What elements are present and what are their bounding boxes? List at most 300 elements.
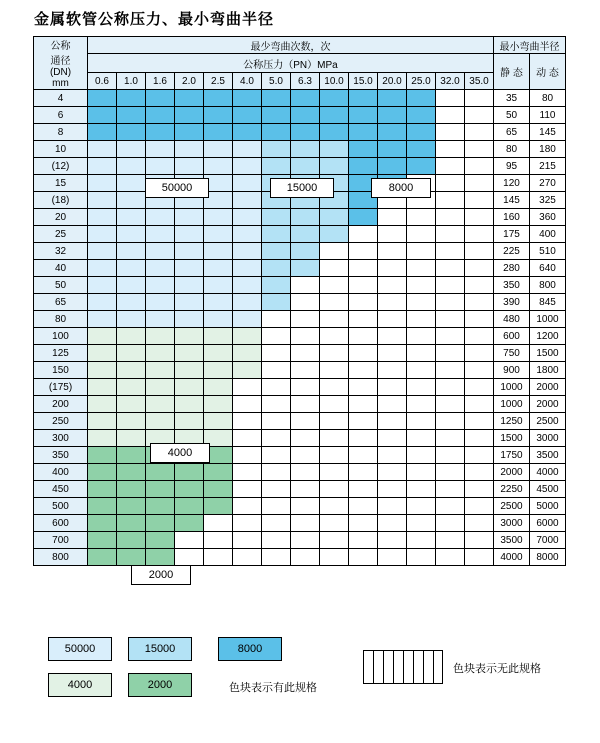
spec-cell [320,362,349,379]
spec-cell [233,498,262,515]
spec-cell [233,141,262,158]
spec-cell [349,141,378,158]
spec-cell [349,362,378,379]
spec-cell [146,277,175,294]
dn-value: 200 [34,396,88,413]
header-row-2 [34,54,566,73]
spec-cell [175,362,204,379]
spec-cell [465,294,494,311]
spec-cell [233,158,262,175]
spec-cell [88,362,117,379]
spec-cell [320,430,349,447]
spec-cell [233,379,262,396]
spec-cell [262,209,291,226]
spec-cell [146,362,175,379]
spec-cell [117,158,146,175]
spec-cell [204,481,233,498]
spec-cell [291,294,320,311]
table-row [34,328,566,345]
spec-cell [349,413,378,430]
radius-static-value: 35 [494,90,530,107]
spec-cell [378,90,407,107]
spec-cell [175,90,204,107]
pressure-header: 公称压力（PN）MPa [88,54,494,73]
spec-cell [291,396,320,413]
spec-cell [204,124,233,141]
spec-cell [262,124,291,141]
spec-cell [436,447,465,464]
spec-cell [378,277,407,294]
spec-cell [233,175,262,192]
spec-cell [349,532,378,549]
spec-cell [146,243,175,260]
spec-cell [320,124,349,141]
radius-dynamic-value: 6000 [530,515,566,532]
radius-static-value: 900 [494,362,530,379]
spec-cell [175,413,204,430]
spec-cell [436,124,465,141]
spec-cell [378,226,407,243]
spec-cell [117,464,146,481]
spec-cell [465,328,494,345]
spec-cell [436,498,465,515]
spec-cell [233,294,262,311]
spec-cell [349,396,378,413]
spec-cell [117,430,146,447]
dn-value: 450 [34,481,88,498]
radius-static-value: 95 [494,158,530,175]
spec-cell [88,158,117,175]
spec-cell [465,515,494,532]
spec-cell [88,464,117,481]
spec-cell [175,209,204,226]
spec-cell [146,464,175,481]
spec-cell [262,90,291,107]
spec-cell [407,413,436,430]
overlay-value-label: 8000 [371,178,431,198]
spec-cell [262,107,291,124]
spec-cell [262,362,291,379]
spec-cell [117,311,146,328]
spec-cell [146,498,175,515]
spec-cell [436,430,465,447]
spec-cell [320,243,349,260]
spec-cell [146,294,175,311]
spec-cell [117,226,146,243]
spec-cell [88,549,117,566]
spec-cell [349,277,378,294]
spec-cell [204,345,233,362]
pressure-column-header: 6.3 [291,73,320,90]
spec-cell [204,532,233,549]
spec-cell [117,192,146,209]
spec-cell [175,158,204,175]
spec-cell [465,158,494,175]
table-row [34,226,566,243]
spec-cell [233,124,262,141]
radius-dynamic-value: 1800 [530,362,566,379]
spec-cell [88,311,117,328]
spec-cell [436,90,465,107]
radius-dynamic-value: 325 [530,192,566,209]
overlay-value-label: 50000 [145,178,209,198]
pressure-column-header: 0.6 [88,73,117,90]
spec-cell [436,311,465,328]
radius-dynamic-value: 510 [530,243,566,260]
radius-dynamic-value: 2000 [530,396,566,413]
table-row [34,158,566,175]
spec-cell [378,294,407,311]
spec-cell [378,379,407,396]
radius-dynamic-value: 3000 [530,430,566,447]
spec-cell [436,345,465,362]
spec-cell [349,124,378,141]
spec-cell [233,260,262,277]
spec-cell [204,379,233,396]
spec-cell [291,549,320,566]
spec-cell [233,430,262,447]
spec-cell [175,124,204,141]
radius-static-value: 3500 [494,532,530,549]
spec-cell [320,345,349,362]
radius-static-value: 2250 [494,481,530,498]
spec-cell [320,549,349,566]
spec-cell [117,481,146,498]
overlay-value-label: 15000 [270,178,334,198]
spec-cell [349,294,378,311]
spec-cell [146,345,175,362]
spec-cell [291,311,320,328]
radius-dynamic-value: 1200 [530,328,566,345]
table-row [34,549,566,566]
spec-cell [349,158,378,175]
spec-cell [349,209,378,226]
spec-cell [378,345,407,362]
table-row [34,515,566,532]
spec-cell [378,464,407,481]
table-row [34,481,566,498]
spec-cell [175,464,204,481]
spec-cell [88,226,117,243]
spec-cell [378,515,407,532]
spec-cell [88,447,117,464]
spec-cell [146,209,175,226]
spec-cell [291,124,320,141]
spec-cell [465,124,494,141]
spec-cell [320,277,349,294]
spec-cell [407,90,436,107]
spec-cell [349,464,378,481]
spec-cell [465,396,494,413]
spec-cell [146,328,175,345]
spec-cell [262,396,291,413]
spec-cell [204,141,233,158]
spec-cell [88,277,117,294]
dn-header-cell [34,37,88,90]
spec-cell [320,413,349,430]
spec-cell [175,481,204,498]
table-row [34,90,566,107]
spec-cell [407,226,436,243]
spec-cell [204,107,233,124]
spec-cell [175,345,204,362]
table-row [34,209,566,226]
spec-cell [233,311,262,328]
legend-chip: 4000 [48,673,112,697]
spec-cell [320,447,349,464]
spec-cell [378,413,407,430]
spec-cell [233,226,262,243]
table-row [34,532,566,549]
spec-cell [262,532,291,549]
table-row [34,277,566,294]
page-title: 金属软管公称压力、最小弯曲半径 [34,10,275,28]
dn-value: 300 [34,430,88,447]
spec-cell [233,277,262,294]
spec-cell [117,362,146,379]
spec-cell [175,311,204,328]
spec-cell [146,413,175,430]
dn-label-line4: mm [52,78,69,89]
radius-static-value: 2000 [494,464,530,481]
table-row [34,141,566,158]
spec-cell [407,396,436,413]
header-row-3 [34,73,566,90]
spec-cell [291,158,320,175]
dn-label-line1: 公称 [50,41,71,52]
spec-cell [175,498,204,515]
spec-cell [349,515,378,532]
spec-cell [175,226,204,243]
spec-cell [465,345,494,362]
spec-cell [407,498,436,515]
overlay-value-label: 4000 [150,443,210,463]
pressure-column-header: 4.0 [233,73,262,90]
spec-cell [175,532,204,549]
pressure-column-header: 5.0 [262,73,291,90]
spec-cell [320,107,349,124]
table-row [34,294,566,311]
spec-cell [378,124,407,141]
table-header [34,37,566,90]
dn-value: 350 [34,447,88,464]
spec-cell [204,311,233,328]
dn-value: 40 [34,260,88,277]
spec-cell [88,379,117,396]
radius-dynamic-value: 270 [530,175,566,192]
table-row [34,413,566,430]
spec-cell [233,447,262,464]
dn-value: 100 [34,328,88,345]
spec-cell [204,362,233,379]
spec-cell [204,396,233,413]
spec-cell [291,498,320,515]
spec-cell [465,141,494,158]
spec-cell [117,141,146,158]
radius-static-value: 3000 [494,515,530,532]
radius-dynamic-value: 215 [530,158,566,175]
spec-cell [349,430,378,447]
spec-cell [291,243,320,260]
spec-cell [320,141,349,158]
spec-cell [291,464,320,481]
radius-dynamic-value: 180 [530,141,566,158]
dn-value: 80 [34,311,88,328]
spec-cell [291,260,320,277]
radius-static-value: 390 [494,294,530,311]
spec-cell [407,532,436,549]
radius-static-value: 600 [494,328,530,345]
spec-cell [117,549,146,566]
spec-cell [88,90,117,107]
pressure-column-header: 10.0 [320,73,349,90]
spec-cell [378,158,407,175]
spec-cell [349,345,378,362]
table-row [34,124,566,141]
spec-cell [262,260,291,277]
table-row [34,498,566,515]
spec-cell [204,226,233,243]
spec-cell [465,430,494,447]
spec-cell [320,294,349,311]
spec-cell [465,243,494,260]
spec-cell [465,379,494,396]
spec-cell [465,175,494,192]
dn-value: 8 [34,124,88,141]
spec-cell [262,158,291,175]
spec-cell [117,396,146,413]
spec-cell [204,277,233,294]
dn-value: (175) [34,379,88,396]
pressure-column-header: 1.6 [146,73,175,90]
spec-cell [378,362,407,379]
spec-cell [320,260,349,277]
spec-cell [436,209,465,226]
spec-cell [465,226,494,243]
spec-cell [320,396,349,413]
spec-cell [436,396,465,413]
dn-value: 65 [34,294,88,311]
spec-cell [204,158,233,175]
spec-cell [88,294,117,311]
spec-cell [465,209,494,226]
spec-cell [117,209,146,226]
spec-cell [349,243,378,260]
table-row [34,107,566,124]
dn-value: 25 [34,226,88,243]
spec-cell [88,209,117,226]
spec-cell [233,209,262,226]
radius-dynamic-value: 8000 [530,549,566,566]
spec-cell [320,226,349,243]
spec-cell [117,124,146,141]
spec-cell [465,107,494,124]
spec-cell [291,447,320,464]
legend-chip: 50000 [48,637,112,661]
spec-cell [175,294,204,311]
radius-dynamic-value: 640 [530,260,566,277]
spec-cell [233,396,262,413]
spec-cell [233,532,262,549]
spec-cell [204,260,233,277]
spec-cell [204,413,233,430]
spec-cell [349,90,378,107]
spec-cell [146,158,175,175]
spec-cell [233,107,262,124]
legend-empty-swatch [363,650,443,684]
spec-cell [407,294,436,311]
spec-cell [378,260,407,277]
spec-cell [117,260,146,277]
spec-cell [407,141,436,158]
spec-cell [204,464,233,481]
spec-cell [175,549,204,566]
spec-cell [262,498,291,515]
spec-cell [465,362,494,379]
spec-cell [349,328,378,345]
spec-cell [233,464,262,481]
spec-cell [407,260,436,277]
radius-static-value: 1000 [494,396,530,413]
spec-cell [88,498,117,515]
spec-cell [436,260,465,277]
spec-cell [291,209,320,226]
dn-value: 150 [34,362,88,379]
spec-cell [349,260,378,277]
legend-chip: 15000 [128,637,192,661]
spec-cell [146,532,175,549]
spec-cell [378,549,407,566]
spec-cell [436,243,465,260]
spec-cell [291,430,320,447]
spec-cell [320,532,349,549]
spec-cell [349,107,378,124]
spec-cell [436,277,465,294]
dn-value: 32 [34,243,88,260]
spec-cell [146,481,175,498]
spec-cell [146,311,175,328]
radius-header: 最小弯曲半径 [494,37,566,54]
spec-cell [88,243,117,260]
spec-cell [88,430,117,447]
spec-cell [117,107,146,124]
spec-cell [204,243,233,260]
radius-dynamic-value: 145 [530,124,566,141]
table-row [34,362,566,379]
spec-cell [378,447,407,464]
spec-cell [465,413,494,430]
radius-static-value: 80 [494,141,530,158]
spec-cell [436,481,465,498]
radius-dynamic-value: 110 [530,107,566,124]
dn-label-line2: 通径 [50,56,71,67]
pressure-column-header: 20.0 [378,73,407,90]
spec-cell [436,379,465,396]
table-row [34,430,566,447]
spec-cell [378,328,407,345]
spec-cell [262,379,291,396]
pressure-column-header: 25.0 [407,73,436,90]
spec-cell [146,515,175,532]
spec-cell [436,328,465,345]
spec-cell [320,464,349,481]
radius-dynamic-header: 动 态 [530,54,566,90]
table-row [34,396,566,413]
spec-cell [407,124,436,141]
radius-static-value: 1000 [494,379,530,396]
radius-dynamic-value: 400 [530,226,566,243]
overlay-value-label: 2000 [131,565,191,585]
